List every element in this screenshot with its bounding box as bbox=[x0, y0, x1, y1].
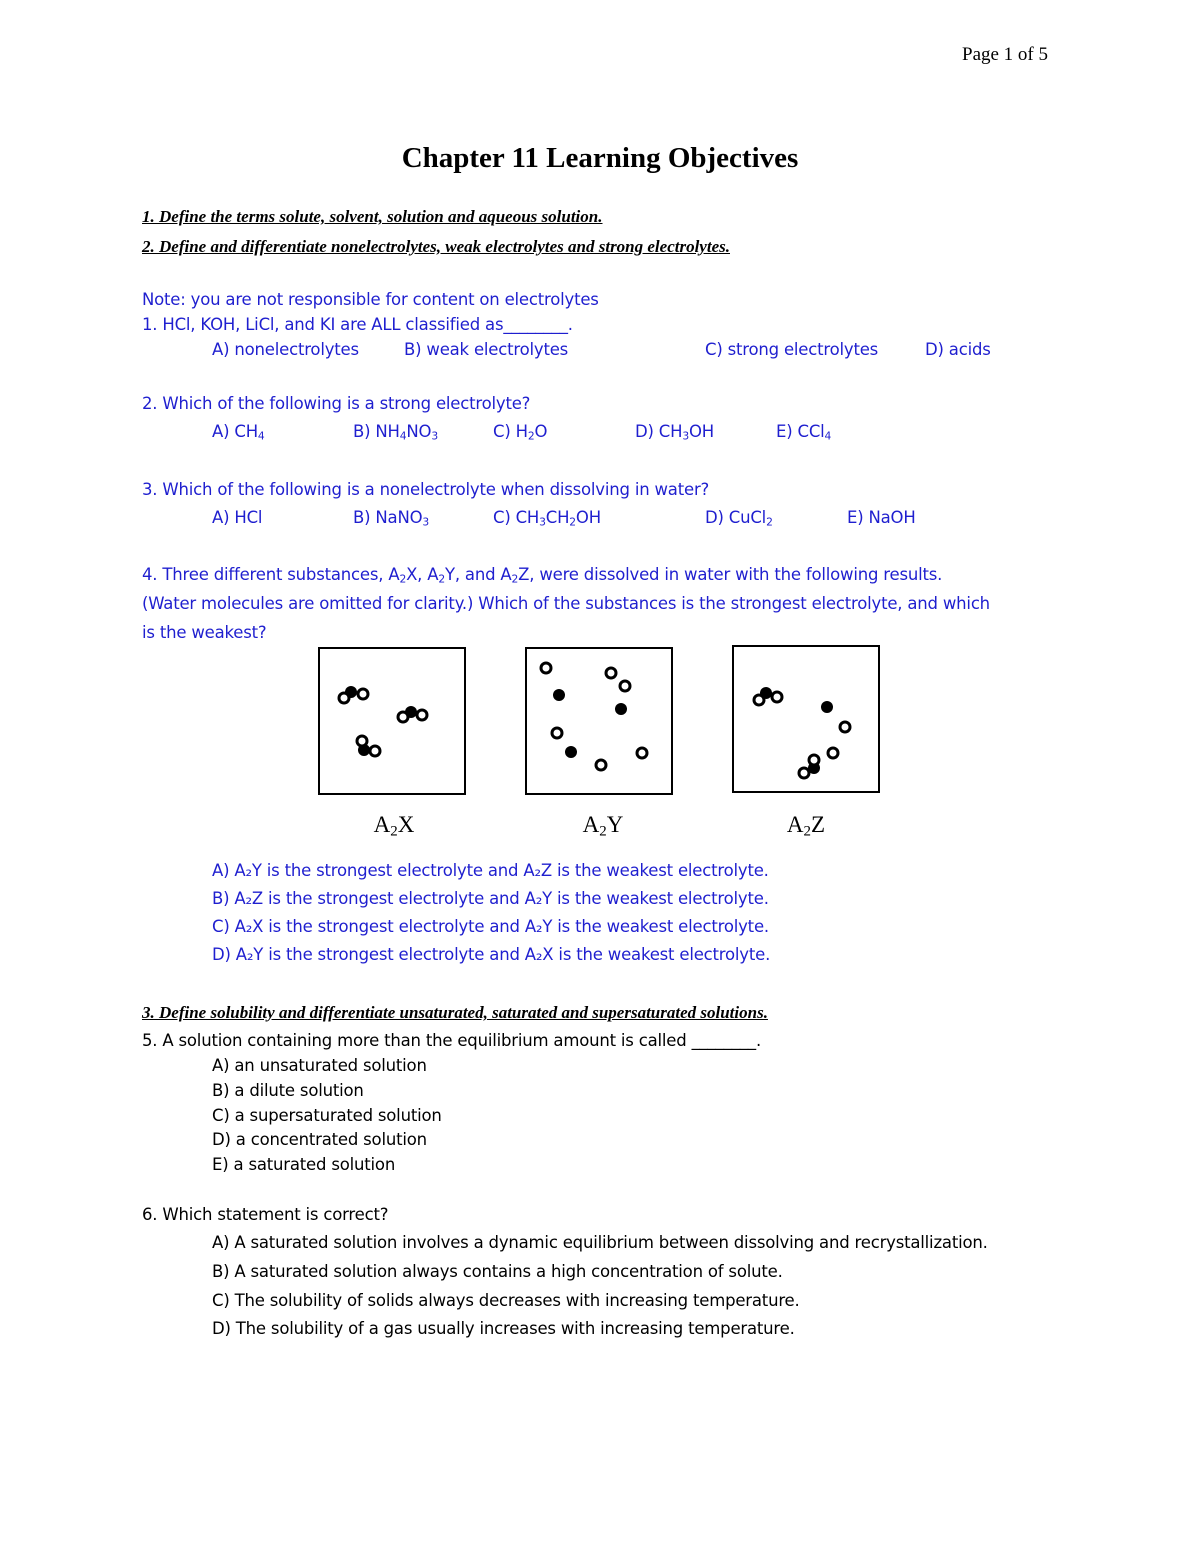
q6-choice-b: B) A saturated solution always contains a high concentration of solute. bbox=[212, 1262, 783, 1281]
particle-light bbox=[620, 681, 630, 691]
particles-a2x bbox=[320, 649, 468, 797]
q3-choice-d: D) CuCl$_2$ bbox=[705, 508, 773, 529]
diagram-box-a2x bbox=[318, 647, 466, 795]
q3-choice-c: C) $CH_3CH_2OH$ bbox=[493, 508, 601, 529]
particle-light bbox=[541, 663, 551, 673]
particle-dark bbox=[565, 746, 577, 758]
q1-choice-c: C) strong electrolytes bbox=[705, 340, 879, 359]
particle-light bbox=[339, 693, 349, 703]
particle-light bbox=[358, 689, 368, 699]
q3-choice-e: E) NaOH bbox=[847, 508, 916, 527]
objective-3: 3. Define solubility and differentiate unsaturated, saturated and supersaturated solutions. bbox=[142, 1003, 768, 1022]
q3-choice-a: A) HCl bbox=[212, 508, 263, 527]
particle-dark bbox=[821, 701, 833, 713]
note: Note: you are not responsible for content on electrolytes bbox=[142, 290, 599, 309]
page-number: Page 1 of 5 bbox=[962, 44, 1049, 65]
q6-stem: 6. Which statement is correct? bbox=[142, 1205, 389, 1224]
q3-choice-b: B) NaNO$_3$ bbox=[353, 508, 430, 529]
q6-choice-a: A) A saturated solution involves a dynamic equilibrium between dissolving and recrystallization. bbox=[212, 1233, 988, 1252]
q2-choice-d: D) $CH_3OH$ bbox=[635, 422, 714, 443]
particle-light bbox=[828, 748, 838, 758]
page-title: Chapter 11 Learning Objectives bbox=[401, 142, 799, 174]
particle-light bbox=[370, 746, 380, 756]
q3-stem: 3. Which of the following is a nonelectrolyte when dissolving in water? bbox=[142, 480, 710, 499]
particle-light bbox=[637, 748, 647, 758]
particle-light bbox=[606, 668, 616, 678]
q2-choice-e: E) CCl$_4$ bbox=[776, 422, 832, 443]
particle-light bbox=[552, 728, 562, 738]
particles-a2z bbox=[734, 647, 882, 795]
q2-stem: 2. Which of the following is a strong electrolyte? bbox=[142, 394, 531, 413]
q4-choice-b: B) A₂Z is the strongest electrolyte and A₂Y is the weakest electrolyte. bbox=[212, 889, 769, 908]
q2-choice-c: C) $H_2O$ bbox=[493, 422, 548, 443]
particle-light bbox=[596, 760, 606, 770]
particle-dark bbox=[553, 689, 565, 701]
q5-choice-a: A) an unsaturated solution bbox=[212, 1056, 427, 1075]
q5-stem: 5. A solution containing more than the equilibrium amount is called ________. bbox=[142, 1031, 762, 1050]
q5-choice-b: B) a dilute solution bbox=[212, 1081, 364, 1100]
label-a2y: $A_2Y$ bbox=[582, 812, 624, 840]
diagram-box-a2y bbox=[525, 647, 673, 795]
q2-choice-a: A) $CH_4$ bbox=[212, 422, 265, 443]
q4-choice-d: D) A₂Y is the strongest electrolyte and A₂X is the weakest electrolyte. bbox=[212, 945, 771, 964]
q1-choice-a: A) nonelectrolytes bbox=[212, 340, 359, 359]
q4-stem-line2: (Water molecules are omitted for clarity.) Which of the substances is the strongest electrolyte, and which bbox=[142, 594, 990, 613]
particles-a2y bbox=[527, 649, 675, 797]
q6-choice-d: D) The solubility of a gas usually increases with increasing temperature. bbox=[212, 1319, 795, 1338]
q4-choice-c: C) A₂X is the strongest electrolyte and A₂Y is the weakest electrolyte. bbox=[212, 917, 769, 936]
q4-stem-line1: 4. Three different substances, $A_2X$, $A_2Y$, and $A_2Z$, were dissolved in water with the following results. bbox=[142, 565, 943, 586]
particle-light bbox=[398, 712, 408, 722]
q4-stem-line3: is the weakest? bbox=[142, 623, 267, 642]
q4-choice-a: A) A₂Y is the strongest electrolyte and A₂Z is the weakest electrolyte. bbox=[212, 861, 769, 880]
q5-choice-c: C) a supersaturated solution bbox=[212, 1106, 442, 1125]
q1-choice-b: B) weak electrolytes bbox=[404, 340, 569, 359]
label-a2z: $A_2Z$ bbox=[786, 812, 826, 840]
label-a2x: $A_2X$ bbox=[373, 812, 415, 840]
particle-light bbox=[799, 768, 809, 778]
q1-choice-d: D) acids bbox=[925, 340, 991, 359]
particle-dark bbox=[615, 703, 627, 715]
q2-choice-b: B) $NH_4NO_3$ bbox=[353, 422, 438, 443]
particle-light bbox=[840, 722, 850, 732]
objective-2: 2. Define and differentiate nonelectrolytes, weak electrolytes and strong electrolytes. bbox=[142, 237, 730, 256]
diagram-box-a2z bbox=[732, 645, 880, 793]
particle-light bbox=[809, 755, 819, 765]
q5-choice-e: E) a saturated solution bbox=[212, 1155, 396, 1174]
particle-light bbox=[754, 695, 764, 705]
particle-light bbox=[417, 710, 427, 720]
particle-light bbox=[357, 736, 367, 746]
q1-stem: 1. HCl, KOH, LiCl, and KI are ALL classified as________. bbox=[142, 315, 573, 334]
q6-choice-c: C) The solubility of solids always decreases with increasing temperature. bbox=[212, 1291, 800, 1310]
q5-choice-d: D) a concentrated solution bbox=[212, 1130, 427, 1149]
particle-light bbox=[772, 692, 782, 702]
objective-1: 1. Define the terms solute, solvent, solution and aqueous solution. bbox=[142, 207, 603, 226]
